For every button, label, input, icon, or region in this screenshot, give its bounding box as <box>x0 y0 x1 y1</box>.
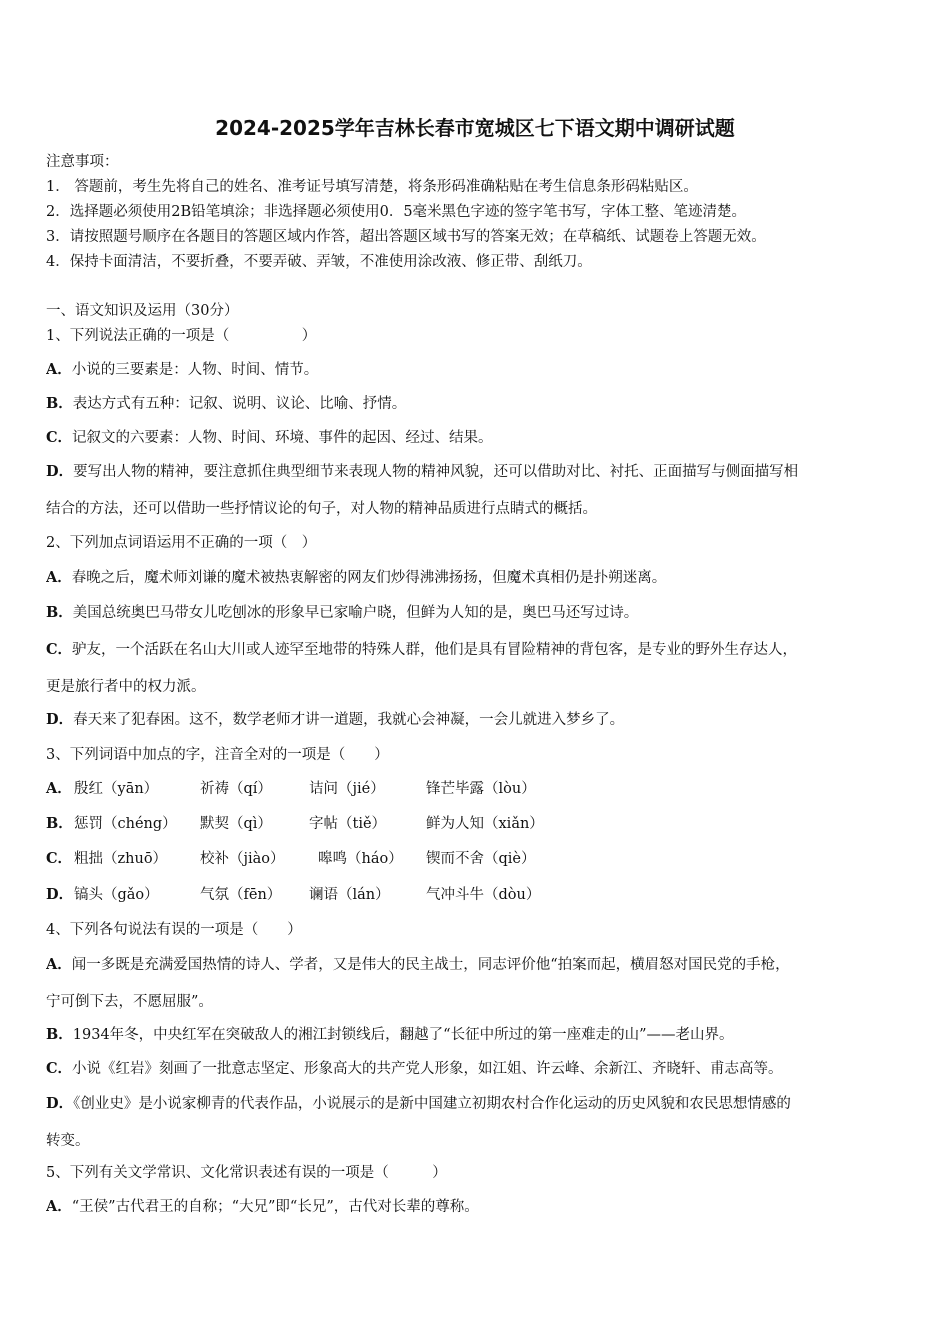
option-label: B． <box>46 395 73 412</box>
option-text: 小说的三要素是：人物、时间、情节。 <box>71 362 319 378</box>
word-4: 鲜为人知（xiǎn） <box>426 816 544 832</box>
option-text: 《创业史》是小说家柳青的代表作品，小说展示的是新中国建立初期农村合作化运动的历史风貌和农民思想情感的 <box>73 1096 791 1112</box>
word-2: 气氛（fēn） <box>200 887 282 903</box>
option-text: 驴友，一个活跃在名山大川或人迹罕至地带的特殊人群，他们是具有冒险精神的背包客，是专业的野外生存达人， <box>72 642 798 658</box>
q1-option-d-cont: 结合的方法，还可以借助一些抒情议论的句子，对人物的精神品质进行点睛式的概括。 <box>46 501 597 517</box>
option-label: B． <box>46 815 73 832</box>
q4-option-a-cont: 宁可倒下去，不愿屈服”。 <box>46 994 213 1010</box>
q2-option-a <box>46 568 908 588</box>
q5-option-a <box>46 1197 908 1217</box>
option-label: B． <box>46 1026 73 1043</box>
option-text: “王侯”古代君王的自称；“大兄”即“长兄”，古代对长辈的尊称。 <box>71 1199 479 1215</box>
option-text: 美国总统奥巴马带女儿吃刨冰的形象早已家喻户晓，但鲜为人知的是，奥巴马还写过诗。 <box>72 605 639 621</box>
word-4: 锲而不舍（qiè） <box>426 851 536 867</box>
option-text: 春晚之后，魔术师刘谦的魔术被热衷解密的网友们炒得沸沸扬扬，但魔术真相仍是扑朔迷离。 <box>71 570 667 586</box>
option-label: B． <box>46 604 73 621</box>
q2-option-b <box>46 603 908 623</box>
section-heading: 一、语文知识及运用（30分） <box>46 303 239 319</box>
word-4: 气冲斗牛（dòu） <box>426 887 541 903</box>
word-2: 校补（jiào） <box>200 851 285 867</box>
q2-option-c <box>46 640 908 660</box>
word-3: 谰语（lán） <box>309 887 390 903</box>
notice-heading: 注意事项： <box>46 154 119 170</box>
word-3: 字帖（tiě） <box>309 816 387 832</box>
q1-option-d <box>46 462 908 482</box>
q2-option-d <box>46 710 908 730</box>
option-label: C． <box>46 850 73 867</box>
q1-option-a <box>46 360 908 380</box>
option-text: 小说《红岩》刻画了一批意志坚定、形象高大的共产党人形象，如江姐、许云峰、余新江、齐晓轩、甫志高等。 <box>72 1061 783 1077</box>
option-label: D． <box>46 1095 74 1112</box>
q4-option-b <box>46 1025 908 1045</box>
q3-option-b <box>46 814 544 834</box>
word-1: 粗拙（zhuō） <box>74 851 168 867</box>
q2-option-c-cont: 更是旅行者中的权力派。 <box>46 679 206 695</box>
option-text: 表达方式有五种：记叙、说明、议论、比喻、抒情。 <box>72 396 407 412</box>
notice-item-3: 3．请按照题号顺序在各题目的答题区域内作答，超出答题区域书写的答案无效；在草稿纸、试题卷上答题无效。 <box>46 229 766 245</box>
option-label: A． <box>46 361 72 378</box>
q4-option-c <box>46 1059 908 1079</box>
word-3: 诘问（jié） <box>309 781 385 797</box>
option-label: A． <box>46 780 72 797</box>
q3-option-c <box>46 849 536 869</box>
q1-stem: 1、下列说法正确的一项是（ ） <box>46 328 317 344</box>
word-1: 镐头（gǎo） <box>74 887 159 903</box>
option-label: D． <box>46 886 74 903</box>
option-label: D． <box>46 463 74 480</box>
word-1: 惩罚（chéng） <box>74 816 177 832</box>
word-2: 默契（qì） <box>200 816 272 832</box>
word-4: 锋芒毕露（lòu） <box>426 781 536 797</box>
q2-stem: 2、下列加点词语运用不正确的一项（ ） <box>46 535 317 551</box>
option-text: 记叙文的六要素：人物、时间、环境、事件的起因、经过、结果。 <box>72 430 493 446</box>
q3-option-a <box>46 779 536 799</box>
word-1: 殷红（yān） <box>74 781 159 797</box>
notice-item-1: 1． 答题前，考生先将自己的姓名、准考证号填写清楚，将条形码准确粘贴在考生信息条形码粘贴区。 <box>46 179 698 195</box>
q4-option-d <box>46 1094 908 1114</box>
q4-option-d-cont: 转变。 <box>46 1133 90 1149</box>
page-title: 2024-2025学年吉林长春市宽城区七下语文期中调研试题 <box>215 116 735 140</box>
option-label: C． <box>46 429 73 446</box>
q4-stem: 4、下列各句说法有误的一项是（ ） <box>46 922 302 938</box>
option-label: D． <box>46 711 74 728</box>
q3-stem: 3、下列词语中加点的字，注音全对的一项是（ ） <box>46 747 389 763</box>
option-text: 要写出人物的精神，要注意抓住典型细节来表现人物的精神风貌，还可以借助对比、衬托、正面描写与侧面描写相 <box>73 464 799 480</box>
option-label: C． <box>46 641 73 658</box>
option-label: A． <box>46 569 72 586</box>
option-label: A． <box>46 1198 72 1215</box>
option-text: 春天来了犯春困。这不，数学老师才讲一道题，我就心会神凝，一会儿就进入梦乡了。 <box>73 712 625 728</box>
q5-stem: 5、下列有关文学常识、文化常识表述有误的一项是（ ） <box>46 1165 447 1181</box>
option-text: 闻一多既是充满爱国热情的诗人、学者，又是伟大的民主战士，同志评价他“拍案而起，横眉怒对国民党的手枪， <box>71 957 790 973</box>
option-label: C． <box>46 1060 73 1077</box>
notice-item-4: 4．保持卡面清洁，不要折叠，不要弄破、弄皱，不准使用涂改液、修正带、刮纸刀。 <box>46 254 592 270</box>
word-3: 嗥鸣（háo） <box>318 851 403 867</box>
word-2: 祈祷（qí） <box>200 781 272 797</box>
option-text: 1934年冬，中央红军在突破敌人的湘江封锁线后，翻越了“长征中所过的第一座难走的山”——老山界。 <box>72 1027 734 1043</box>
q4-option-a <box>46 955 908 975</box>
notice-item-2: 2．选择题必须使用2B铅笔填涂；非选择题必须使用0．5毫米黑色字迹的签字笔书写，字体工整、笔迹清楚。 <box>46 204 747 220</box>
q3-option-d <box>46 885 540 905</box>
option-label: A． <box>46 956 72 973</box>
q1-option-c <box>46 428 908 448</box>
q1-option-b <box>46 394 908 414</box>
